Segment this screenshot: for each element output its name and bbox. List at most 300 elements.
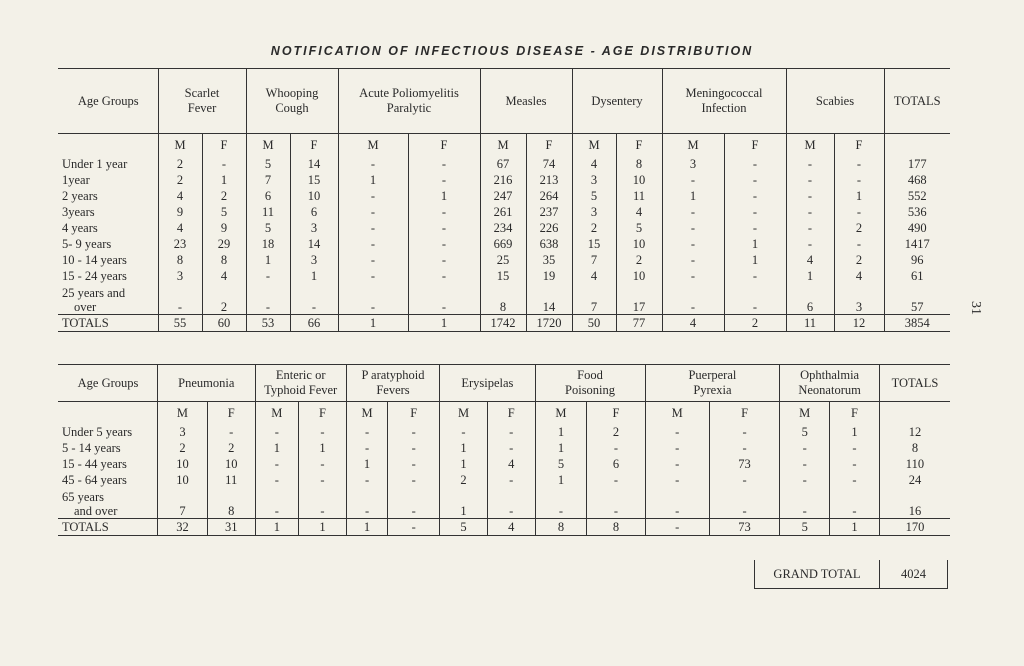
data-cell: 9 — [158, 204, 202, 220]
data-cell: 5 — [246, 156, 290, 172]
data-cell: 1 — [346, 456, 387, 472]
female-column-header: F — [299, 402, 347, 425]
female-column-header: F — [587, 402, 645, 425]
data-cell: 1 — [535, 424, 587, 440]
data-cell: - — [388, 456, 440, 472]
female-column-header: F — [724, 134, 786, 157]
data-cell: - — [255, 472, 299, 488]
data-cell: 213 — [526, 172, 572, 188]
data-cell: 2 — [440, 472, 488, 488]
data-cell: - — [724, 220, 786, 236]
data-cell: 10 — [616, 268, 662, 284]
data-cell: - — [255, 488, 299, 519]
data-cell: - — [346, 472, 387, 488]
data-cell: - — [158, 284, 202, 315]
age-group-label — [58, 440, 158, 456]
row-total: 61 — [911, 269, 924, 283]
age-group-label-line1: 65 years — [62, 490, 104, 504]
data-cell: 1 — [338, 172, 408, 188]
data-cell: - — [662, 268, 724, 284]
data-cell: - — [338, 220, 408, 236]
female-column-header: F — [834, 134, 884, 157]
disease-header — [645, 365, 780, 402]
totals-cell: 73 — [709, 519, 780, 536]
data-cell: 5 — [572, 188, 616, 204]
data-cell: 7 — [158, 488, 208, 519]
data-cell: 1 — [830, 424, 880, 440]
data-cell: - — [487, 472, 535, 488]
data-cell: 3 — [662, 156, 724, 172]
totals-cell: 1 — [299, 519, 347, 536]
totals-cell: - — [645, 519, 709, 536]
age-distribution-table-1 — [58, 68, 950, 332]
grand-row-total: 170 — [879, 519, 950, 536]
data-cell: - — [786, 236, 834, 252]
data-cell: 25 — [480, 252, 526, 268]
totals-cell: 1 — [255, 519, 299, 536]
data-cell: - — [338, 284, 408, 315]
data-cell: - — [662, 252, 724, 268]
data-cell: 4 — [616, 204, 662, 220]
data-cell: 2 — [202, 284, 246, 315]
male-column-header: M — [158, 134, 202, 157]
data-cell: - — [487, 440, 535, 456]
data-cell: 7 — [572, 252, 616, 268]
data-cell: - — [645, 472, 709, 488]
data-cell: 8 — [202, 252, 246, 268]
age-groups-header: Age Groups — [58, 69, 158, 134]
totals-cell: 4 — [662, 315, 724, 332]
data-cell: 216 — [480, 172, 526, 188]
data-cell: 5 — [202, 204, 246, 220]
female-column-header: F — [388, 402, 440, 425]
totals-cell: - — [388, 519, 440, 536]
disease-header — [572, 69, 662, 134]
data-cell: 18 — [246, 236, 290, 252]
disease-name-line2: Paralytic — [386, 101, 432, 115]
data-cell: - — [338, 156, 408, 172]
totals-header: TOTALS — [879, 365, 950, 402]
data-cell: 15 — [572, 236, 616, 252]
data-cell: 4 — [202, 268, 246, 284]
disease-name-line1: Meningococcal — [685, 86, 763, 100]
age-group-label-line1: 5 - 14 years — [62, 441, 121, 455]
data-cell: - — [255, 424, 299, 440]
data-cell: 1 — [440, 456, 488, 472]
data-cell: 2 — [207, 440, 255, 456]
age-group-label — [58, 220, 158, 236]
data-cell: 11 — [207, 472, 255, 488]
row-total: 24 — [908, 473, 922, 487]
age-group-label-line1: 45 - 64 years — [62, 473, 127, 487]
data-cell: 11 — [616, 188, 662, 204]
data-cell: 1 — [440, 488, 488, 519]
data-cell: 10 — [158, 472, 208, 488]
male-column-header: M — [535, 402, 587, 425]
data-cell: - — [408, 236, 480, 252]
data-cell: 11 — [246, 204, 290, 220]
totals-cell: 1 — [346, 519, 387, 536]
data-cell: - — [662, 204, 724, 220]
data-cell: 23 — [158, 236, 202, 252]
disease-name-line2: Cough — [275, 101, 309, 115]
age-group-label — [58, 252, 158, 268]
data-cell: - — [645, 488, 709, 519]
data-cell: 2 — [834, 252, 884, 268]
data-cell: - — [408, 172, 480, 188]
data-cell: - — [338, 236, 408, 252]
row-total: 12 — [908, 425, 922, 439]
disease-header — [780, 365, 880, 402]
disease-header — [662, 69, 786, 134]
grand-total-value: 4024 — [879, 560, 947, 589]
data-cell: 247 — [480, 188, 526, 204]
data-cell: - — [834, 236, 884, 252]
totals-cell: 55 — [158, 315, 202, 332]
data-cell: 14 — [290, 156, 338, 172]
female-column-header: F — [202, 134, 246, 157]
data-cell: 17 — [616, 284, 662, 315]
data-cell: 10 — [158, 456, 208, 472]
totals-cell: 2 — [724, 315, 786, 332]
age-group-label-line1: 5- 9 years — [62, 237, 112, 251]
data-cell: 237 — [526, 204, 572, 220]
data-cell: 9 — [202, 220, 246, 236]
page-title: NOTIFICATION OF INFECTIOUS DISEASE - AGE DISTRIBUTION — [270, 44, 754, 58]
data-cell: - — [780, 440, 830, 456]
age-group-label-line1: 10 - 14 years — [62, 253, 127, 267]
data-cell: 1 — [786, 268, 834, 284]
data-cell: 10 — [207, 456, 255, 472]
data-cell: 10 — [616, 172, 662, 188]
data-cell: 264 — [526, 188, 572, 204]
data-cell: - — [830, 472, 880, 488]
totals-cell: 12 — [834, 315, 884, 332]
page-number: 31 — [968, 301, 983, 315]
data-cell: 3 — [290, 220, 338, 236]
male-column-header: M — [786, 134, 834, 157]
data-cell: 4 — [158, 188, 202, 204]
data-cell: 1 — [535, 472, 587, 488]
row-total: 177 — [907, 157, 927, 171]
row-total: 1417 — [904, 237, 930, 251]
data-cell: - — [440, 424, 488, 440]
age-group-label-line1: 4 years — [62, 221, 98, 235]
row-total: 96 — [911, 253, 924, 267]
row-total: 552 — [907, 189, 927, 203]
data-cell: 2 — [158, 172, 202, 188]
age-group-label — [58, 456, 158, 472]
mf-spacer — [58, 402, 158, 425]
data-cell: - — [299, 488, 347, 519]
data-cell: 10 — [290, 188, 338, 204]
male-column-header: M — [440, 402, 488, 425]
data-cell: 638 — [526, 236, 572, 252]
data-cell: - — [408, 204, 480, 220]
age-group-label — [58, 472, 158, 488]
data-cell: - — [408, 268, 480, 284]
data-cell: - — [408, 252, 480, 268]
data-cell: - — [662, 172, 724, 188]
totals-header: TOTALS — [884, 69, 950, 134]
age-group-label — [58, 156, 158, 172]
totals-cell: 50 — [572, 315, 616, 332]
age-group-label-line1: 15 - 44 years — [62, 457, 127, 471]
data-cell: - — [724, 156, 786, 172]
data-cell: - — [780, 488, 830, 519]
disease-header — [535, 365, 645, 402]
disease-name-line1: Food — [577, 368, 603, 382]
disease-name-line1: Measles — [505, 93, 547, 108]
male-column-header: M — [246, 134, 290, 157]
age-groups-header: Age Groups — [58, 365, 158, 402]
totals-cell: 4 — [487, 519, 535, 536]
disease-name-line2: Fever — [187, 101, 217, 115]
disease-name-line2: Pyrexia — [693, 383, 732, 397]
data-cell: 15 — [290, 172, 338, 188]
age-group-label — [58, 204, 158, 220]
data-cell: - — [662, 236, 724, 252]
data-cell: - — [786, 204, 834, 220]
totals-cell: 5 — [780, 519, 830, 536]
data-cell: - — [786, 188, 834, 204]
data-cell: - — [338, 204, 408, 220]
disease-name-line1: Whooping — [265, 86, 319, 100]
disease-header — [246, 69, 338, 134]
totals-cell: 60 — [202, 315, 246, 332]
disease-header — [158, 365, 255, 402]
disease-name-line1: Erysipelas — [461, 375, 514, 390]
totals-cell: 8 — [587, 519, 645, 536]
age-group-label — [58, 488, 158, 519]
data-cell: - — [786, 172, 834, 188]
data-cell: - — [290, 284, 338, 315]
data-cell: 7 — [572, 284, 616, 315]
age-group-label-line1: 3years — [62, 205, 95, 219]
data-cell: 5 — [246, 220, 290, 236]
totals-cell: 1 — [338, 315, 408, 332]
data-cell: - — [780, 472, 830, 488]
data-cell: 7 — [246, 172, 290, 188]
data-cell: 4 — [834, 268, 884, 284]
totals-cell: 77 — [616, 315, 662, 332]
totals-cell: 1742 — [480, 315, 526, 332]
data-cell: - — [709, 488, 780, 519]
data-cell: - — [709, 424, 780, 440]
data-cell: 67 — [480, 156, 526, 172]
disease-name-line1: Ophthalmia — [800, 368, 860, 382]
disease-name-line1: Acute Poliomyelitis — [359, 86, 459, 100]
male-column-header: M — [780, 402, 830, 425]
data-cell: 1 — [662, 188, 724, 204]
disease-name-line2: Poisoning — [565, 383, 616, 397]
row-total: 468 — [907, 173, 927, 187]
data-cell: 1 — [299, 440, 347, 456]
data-cell: - — [830, 488, 880, 519]
row-total: 8 — [911, 441, 919, 455]
female-column-header: F — [709, 402, 780, 425]
disease-name-line1: Pneumonia — [178, 375, 235, 390]
data-cell: - — [834, 172, 884, 188]
data-cell: - — [246, 284, 290, 315]
data-cell: - — [255, 456, 299, 472]
data-cell: 669 — [480, 236, 526, 252]
data-cell: - — [724, 204, 786, 220]
data-cell: - — [780, 456, 830, 472]
data-cell: - — [408, 284, 480, 315]
totals-row-label: TOTALS — [58, 519, 158, 536]
data-cell: - — [299, 456, 347, 472]
data-cell: - — [645, 456, 709, 472]
age-group-label-line2: and over — [74, 504, 118, 518]
data-cell: - — [346, 440, 387, 456]
row-total: 490 — [907, 221, 927, 235]
data-cell: 29 — [202, 236, 246, 252]
data-cell: 74 — [526, 156, 572, 172]
data-cell: 2 — [572, 220, 616, 236]
data-cell: 2 — [202, 188, 246, 204]
totals-spacer — [884, 134, 950, 157]
data-cell: - — [709, 472, 780, 488]
data-cell: - — [487, 488, 535, 519]
data-cell: - — [587, 472, 645, 488]
row-total: 536 — [907, 205, 927, 219]
data-cell: 8 — [207, 488, 255, 519]
disease-name-line1: Puerperal — [688, 368, 737, 382]
male-column-header: M — [158, 402, 208, 425]
female-column-header: F — [830, 402, 880, 425]
data-cell: 2 — [616, 252, 662, 268]
disease-header — [338, 69, 480, 134]
disease-name-line2: Typhoid Fever — [264, 383, 338, 397]
data-cell: 234 — [480, 220, 526, 236]
data-cell: 14 — [526, 284, 572, 315]
data-cell: 4 — [572, 268, 616, 284]
totals-row-label: TOTALS — [58, 315, 158, 332]
male-column-header: M — [572, 134, 616, 157]
female-column-header: F — [207, 402, 255, 425]
male-column-header: M — [346, 402, 387, 425]
totals-cell: 5 — [440, 519, 488, 536]
data-cell: - — [834, 156, 884, 172]
totals-cell: 1 — [408, 315, 480, 332]
age-group-label-line1: 25 years and — [62, 286, 126, 300]
data-cell: - — [786, 156, 834, 172]
data-cell: - — [662, 220, 724, 236]
data-cell: 35 — [526, 252, 572, 268]
data-cell: - — [388, 424, 440, 440]
data-cell: 10 — [616, 236, 662, 252]
data-cell: 3 — [290, 252, 338, 268]
data-cell: - — [830, 440, 880, 456]
totals-cell: 11 — [786, 315, 834, 332]
data-cell: - — [587, 440, 645, 456]
data-cell: 6 — [587, 456, 645, 472]
grand-row-total: 3854 — [884, 315, 950, 332]
data-cell: - — [830, 456, 880, 472]
row-total: 16 — [908, 504, 922, 518]
data-cell: - — [346, 488, 387, 519]
data-cell: - — [408, 220, 480, 236]
totals-spacer — [879, 402, 950, 425]
age-group-label-line1: Under 5 years — [62, 425, 133, 439]
data-cell: - — [645, 440, 709, 456]
data-cell: 4 — [572, 156, 616, 172]
data-cell: - — [202, 156, 246, 172]
totals-cell: 31 — [207, 519, 255, 536]
male-column-header: M — [662, 134, 724, 157]
age-group-label-line1: 1year — [62, 173, 90, 187]
data-cell: 4 — [487, 456, 535, 472]
disease-header — [786, 69, 884, 134]
disease-header — [480, 69, 572, 134]
data-cell: - — [388, 472, 440, 488]
data-cell: 2 — [834, 220, 884, 236]
data-cell: 2 — [158, 440, 208, 456]
female-column-header: F — [616, 134, 662, 157]
data-cell: 3 — [572, 172, 616, 188]
age-group-label — [58, 268, 158, 284]
data-cell: 15 — [480, 268, 526, 284]
totals-cell: 66 — [290, 315, 338, 332]
grand-total-label: GRAND TOTAL — [755, 560, 880, 589]
disease-name-line1: Dysentery — [591, 93, 643, 108]
data-cell: 8 — [158, 252, 202, 268]
data-cell: 1 — [408, 188, 480, 204]
data-cell: 73 — [709, 456, 780, 472]
data-cell: 1 — [440, 440, 488, 456]
mf-spacer — [58, 134, 158, 157]
data-cell: - — [487, 424, 535, 440]
data-cell: - — [724, 268, 786, 284]
data-cell: - — [786, 220, 834, 236]
data-cell: 6 — [290, 204, 338, 220]
data-cell: 1 — [724, 252, 786, 268]
data-cell: 261 — [480, 204, 526, 220]
age-group-label-line1: Under 1 year — [62, 157, 128, 171]
data-cell: - — [338, 252, 408, 268]
data-cell: - — [338, 268, 408, 284]
disease-header — [255, 365, 346, 402]
data-cell: 1 — [724, 236, 786, 252]
age-group-label — [58, 172, 158, 188]
disease-header — [158, 69, 246, 134]
male-column-header: M — [255, 402, 299, 425]
data-cell: 8 — [480, 284, 526, 315]
data-cell: 4 — [158, 220, 202, 236]
totals-cell: 1720 — [526, 315, 572, 332]
data-cell: 3 — [572, 204, 616, 220]
female-column-header: F — [290, 134, 338, 157]
data-cell: - — [246, 268, 290, 284]
age-group-label — [58, 236, 158, 252]
data-cell: - — [724, 284, 786, 315]
data-cell: 3 — [158, 424, 208, 440]
totals-cell: 8 — [535, 519, 587, 536]
disease-name-line1: P aratyphoid — [361, 368, 425, 382]
age-group-label — [58, 188, 158, 204]
data-cell: - — [299, 472, 347, 488]
data-cell: 8 — [616, 156, 662, 172]
data-cell: - — [662, 284, 724, 315]
data-cell: - — [299, 424, 347, 440]
disease-name-line2: Infection — [701, 101, 747, 115]
age-group-label-line2: over — [74, 300, 97, 314]
row-total: 57 — [911, 300, 924, 314]
disease-name-line1: Enteric or — [275, 368, 326, 382]
row-total: 110 — [905, 457, 925, 471]
disease-name-line1: Scabies — [815, 93, 855, 108]
